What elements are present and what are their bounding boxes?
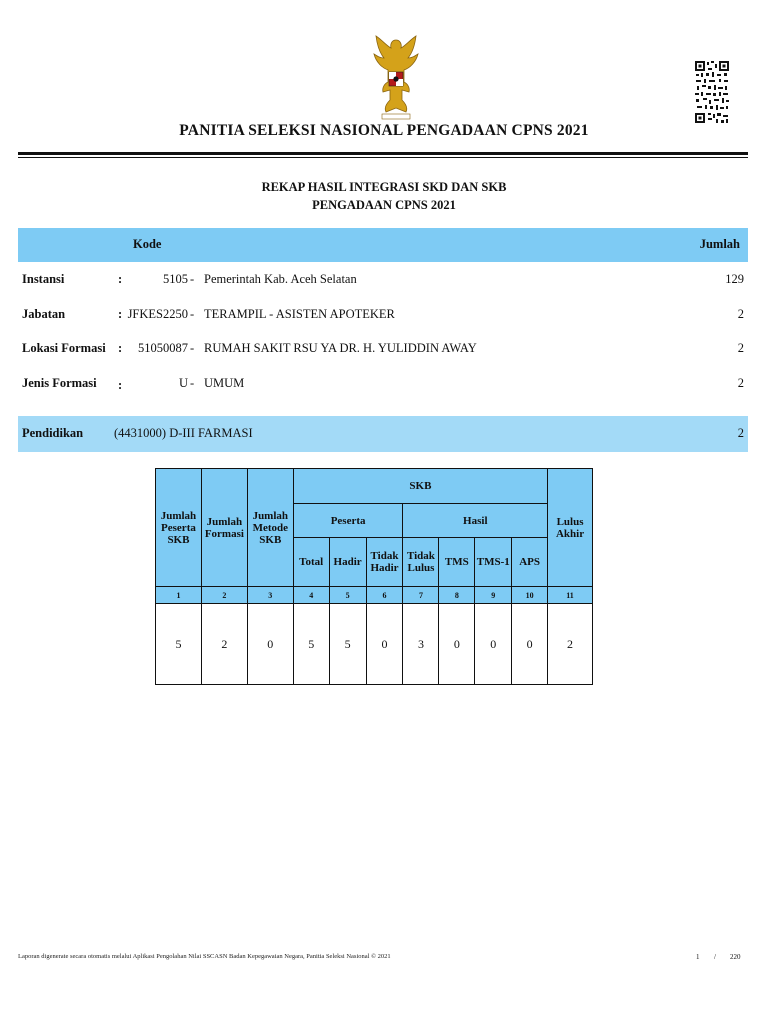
header-divider-thin xyxy=(18,157,748,158)
col-jumlah-formasi: Jumlah Formasi xyxy=(201,469,247,587)
pendidikan-label: Pendidikan xyxy=(22,426,84,440)
column-number: 3 xyxy=(247,587,293,604)
column-number: 1 xyxy=(156,587,202,604)
column-number: 8 xyxy=(439,587,475,604)
info-row-lokasi-formasi xyxy=(18,339,748,359)
cell-tms-1: 0 xyxy=(475,604,512,685)
col-tidak-lulus: Tidak Lulus xyxy=(403,538,439,587)
report-subtitle-2: PENGADAAN CPNS 2021 xyxy=(312,198,456,212)
info-code: JFKES2250 xyxy=(127,307,188,321)
pendidikan-count: 2 xyxy=(737,426,744,440)
cell-total: 5 xyxy=(293,604,329,685)
info-colon: : xyxy=(118,378,123,392)
column-number: 7 xyxy=(403,587,439,604)
page-total: 220 xyxy=(730,953,741,961)
info-name: TERAMPIL - ASISTEN APOTEKER xyxy=(204,307,395,321)
col-tms-1: TMS-1 xyxy=(475,538,512,587)
cell-aps: 0 xyxy=(512,604,548,685)
info-name: RUMAH SAKIT RSU YA DR. H. YULIDDIN AWAY xyxy=(204,341,477,355)
info-code: U xyxy=(178,376,188,390)
col-tms: TMS xyxy=(439,538,475,587)
cell-jumlah-peserta: 5 xyxy=(156,604,202,685)
skb-results-table xyxy=(155,468,593,685)
pendidikan-name: (4431000) D-III FARMASI xyxy=(114,426,253,440)
column-number: 10 xyxy=(512,587,548,604)
info-code: 5105 xyxy=(163,272,188,286)
info-label: Jabatan xyxy=(22,307,66,321)
info-dash: - xyxy=(190,376,195,390)
col-lulus-akhir: Lulus Akhir xyxy=(548,469,593,587)
table-row xyxy=(156,604,593,685)
column-number: 4 xyxy=(293,587,329,604)
info-count: 2 xyxy=(737,341,744,355)
info-count: 2 xyxy=(737,376,744,390)
group-hasil: Hasil xyxy=(403,504,548,538)
kode-header-band xyxy=(18,228,748,262)
info-row-instansi xyxy=(18,270,748,290)
col-tidak-hadir: Tidak Hadir xyxy=(366,538,403,587)
cell-jumlah-metode: 0 xyxy=(247,604,293,685)
kode-label: Kode xyxy=(133,237,162,251)
info-dash: - xyxy=(190,341,195,355)
report-subtitle: REKAP HASIL INTEGRASI SKD DAN SKB xyxy=(261,180,507,194)
info-label: Lokasi Formasi xyxy=(22,341,106,355)
cell-jumlah-formasi: 2 xyxy=(201,604,247,685)
page-title: PANITIA SELEKSI NASIONAL PENGADAAN CPNS 2021 xyxy=(179,122,589,139)
info-label: Jenis Formasi xyxy=(22,376,97,390)
column-number: 6 xyxy=(366,587,403,604)
pendidikan-band xyxy=(18,416,748,452)
info-colon: : xyxy=(118,272,123,286)
cell-tms: 0 xyxy=(439,604,475,685)
column-number-row xyxy=(156,587,593,604)
column-number: 9 xyxy=(475,587,512,604)
info-dash: - xyxy=(190,272,195,286)
info-row-jenis-formasi xyxy=(18,374,748,394)
info-colon: : xyxy=(118,341,123,355)
cell-tidak-lulus: 3 xyxy=(403,604,439,685)
header-divider xyxy=(18,152,748,155)
qr-code-icon xyxy=(694,60,730,124)
info-name: Pemerintah Kab. Aceh Selatan xyxy=(204,272,357,286)
column-number: 11 xyxy=(548,587,593,604)
group-peserta: Peserta xyxy=(293,504,403,538)
cell-lulus-akhir: 2 xyxy=(548,604,593,685)
info-colon: : xyxy=(118,307,123,321)
column-number: 2 xyxy=(201,587,247,604)
info-count: 129 xyxy=(725,272,744,286)
group-skb: SKB xyxy=(293,469,547,504)
page-number: 1 xyxy=(696,953,700,961)
col-jumlah-peserta-skb: Jumlah Peserta SKB xyxy=(156,469,202,587)
cell-tidak-hadir: 0 xyxy=(366,604,403,685)
col-aps: APS xyxy=(512,538,548,587)
info-code: 51050087 xyxy=(138,341,188,355)
col-hadir: Hadir xyxy=(329,538,366,587)
info-label: Instansi xyxy=(22,272,65,286)
cell-hadir: 5 xyxy=(329,604,366,685)
info-count: 2 xyxy=(737,307,744,321)
info-dash: - xyxy=(190,307,195,321)
garuda-emblem-icon xyxy=(370,34,422,122)
footer-note: Laporan digenerate secara otomatis melalui Aplikasi Pengolahan Nilai SSCASN Badan Kepegawaian Negara, Panitia Seleksi Nasional © 2021 xyxy=(18,953,391,960)
col-jumlah-metode-skb: Jumlah Metode SKB xyxy=(247,469,293,587)
col-total: Total xyxy=(293,538,329,587)
info-name: UMUM xyxy=(204,376,245,390)
page-separator: / xyxy=(714,953,716,961)
info-row-jabatan xyxy=(18,305,748,325)
jumlah-label: Jumlah xyxy=(699,237,740,251)
column-number: 5 xyxy=(329,587,366,604)
